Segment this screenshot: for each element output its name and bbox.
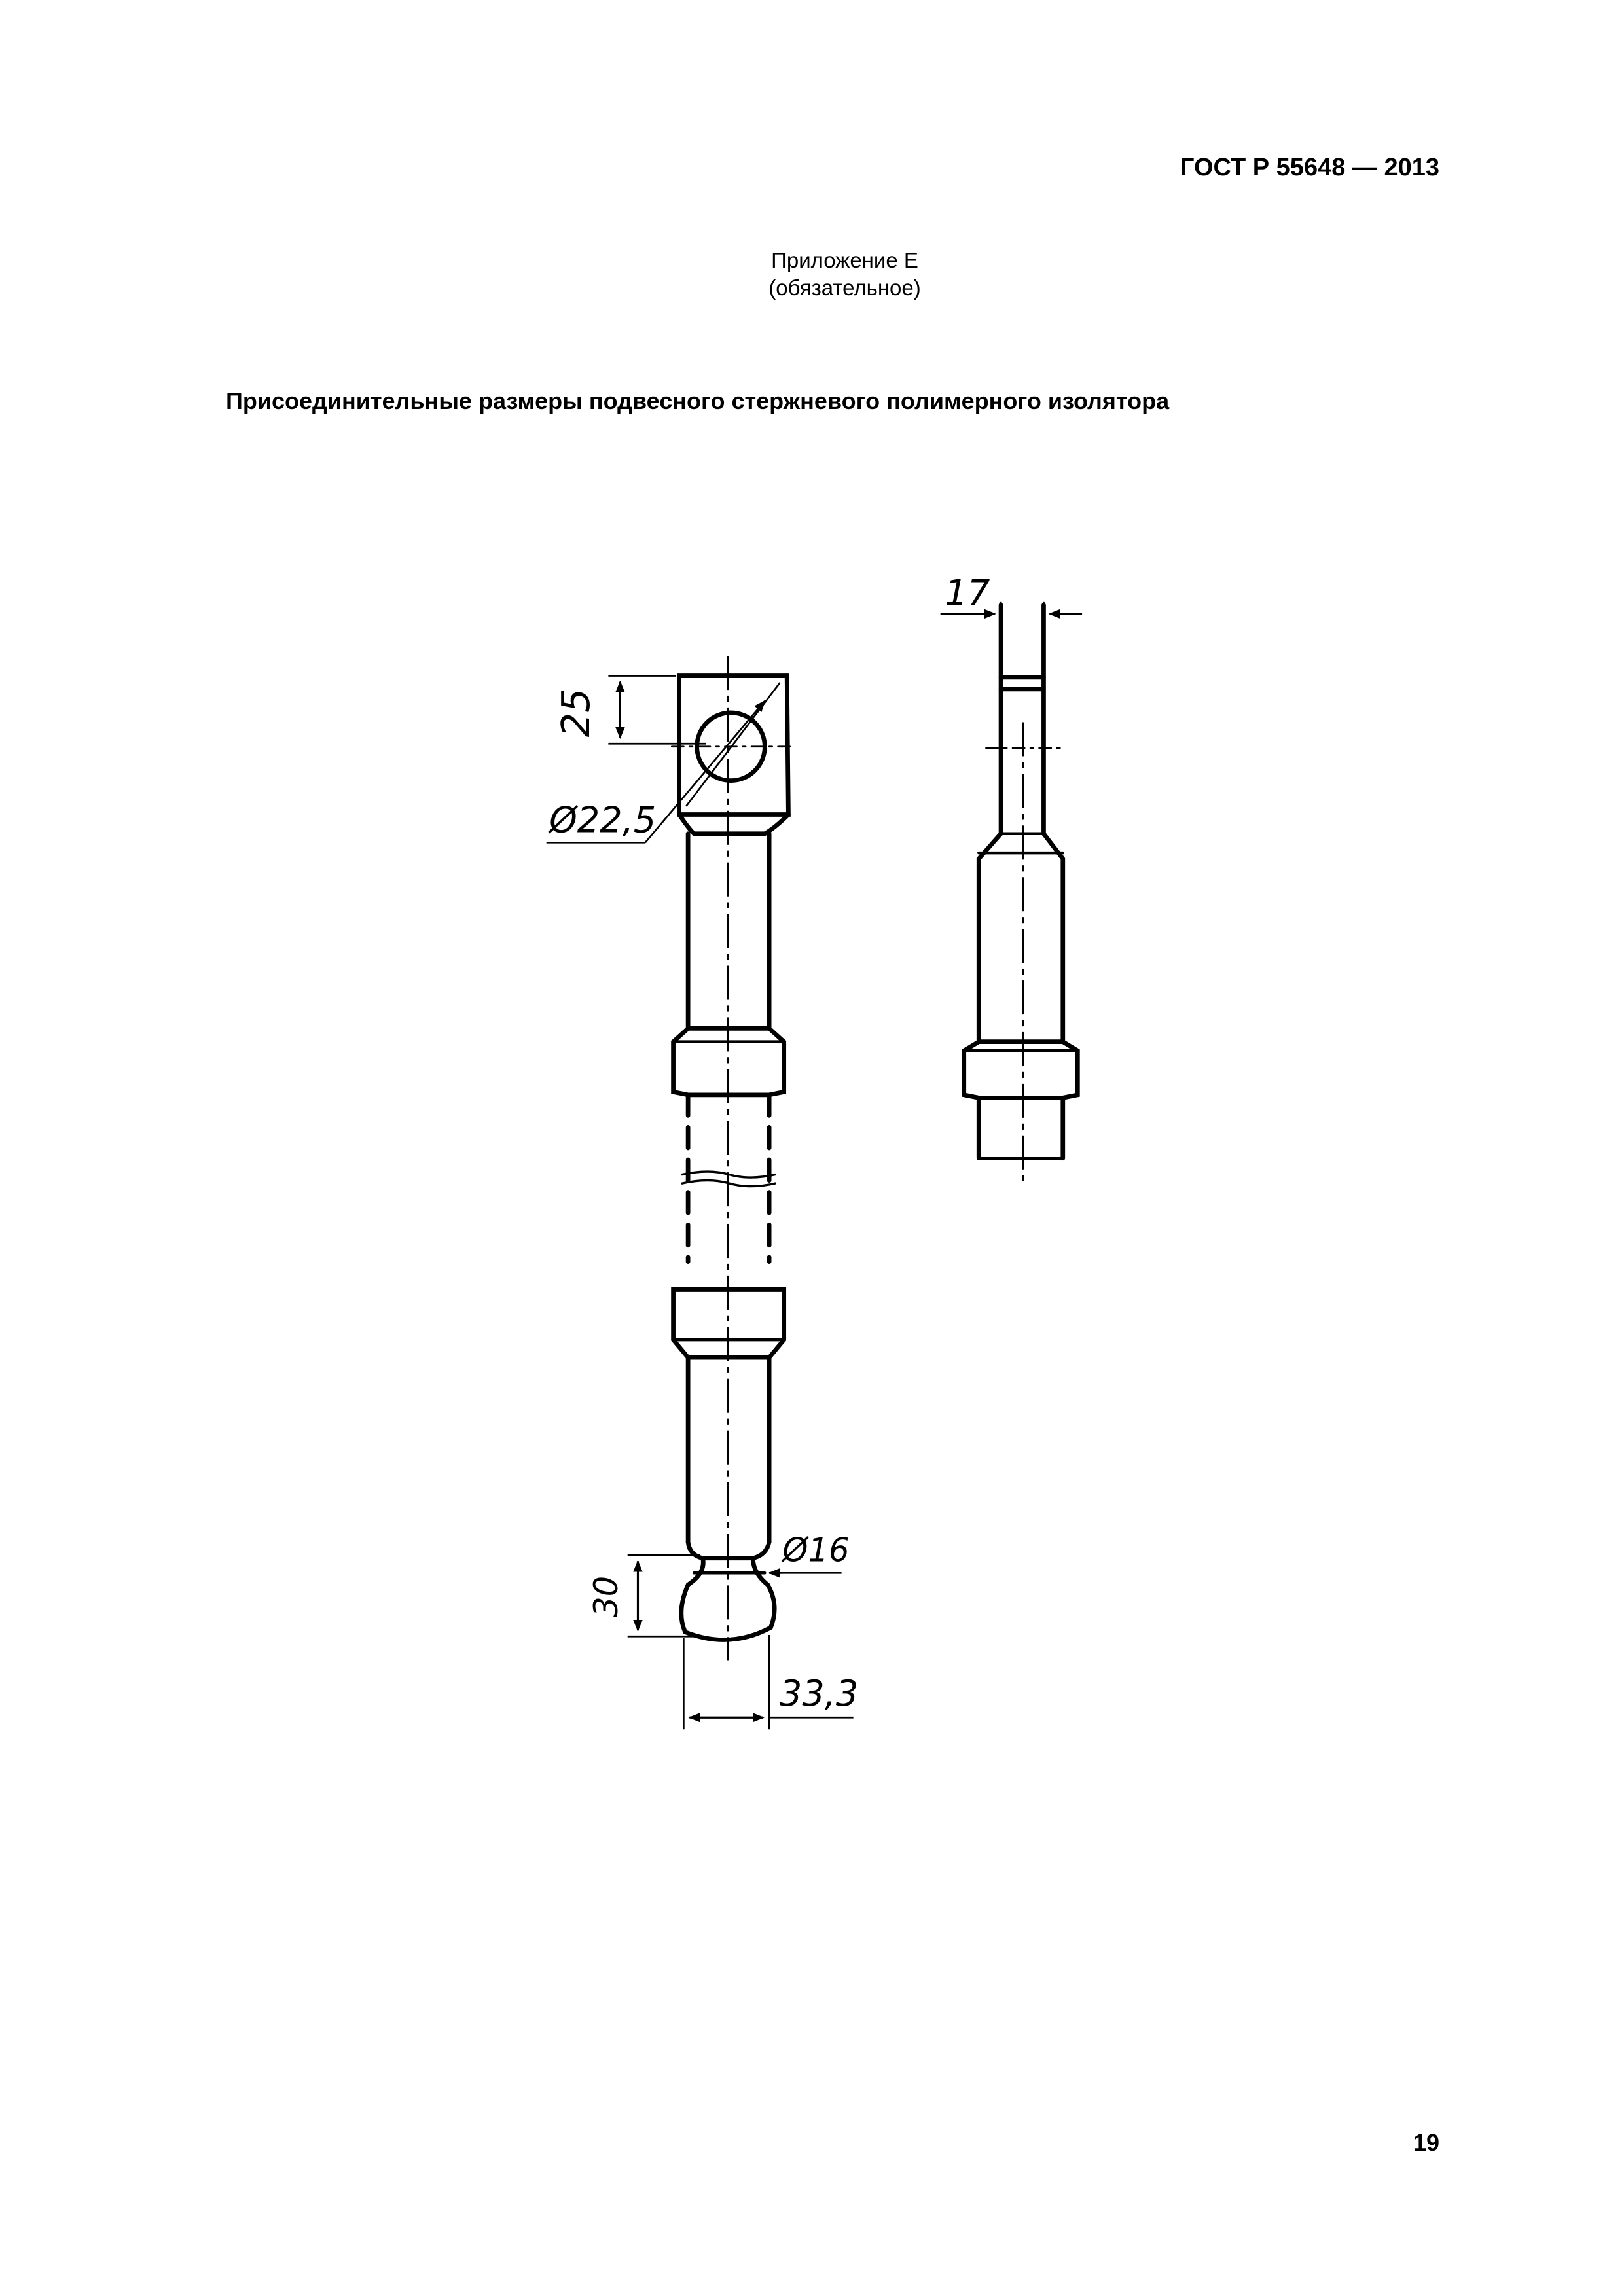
side-taper-right [1043, 834, 1062, 1042]
document-title: Присоединительные размеры подвесного стержневого полимерного изолятора [226, 387, 1170, 414]
side-taper-left [979, 834, 1001, 1042]
dim-ball-diameter: 33,3 [779, 1673, 859, 1715]
dim-eye-height: 25 [554, 688, 599, 738]
dim-ball-height: 30 [586, 1575, 625, 1617]
dim-thickness: 17 [945, 572, 990, 614]
dim-eye-diameter: Ø22,5 [549, 799, 657, 841]
side-view [964, 605, 1078, 1180]
annex-status: (обязательное) [768, 276, 921, 300]
standard-number: ГОСТ Р 55648 — 2013 [1180, 154, 1439, 181]
annex-label: Приложение Е [771, 248, 918, 272]
dim-neck-diameter: Ø16 [782, 1531, 850, 1570]
front-view [672, 656, 793, 1660]
page-number: 19 [1413, 2129, 1439, 2156]
eye-transition [679, 814, 789, 833]
